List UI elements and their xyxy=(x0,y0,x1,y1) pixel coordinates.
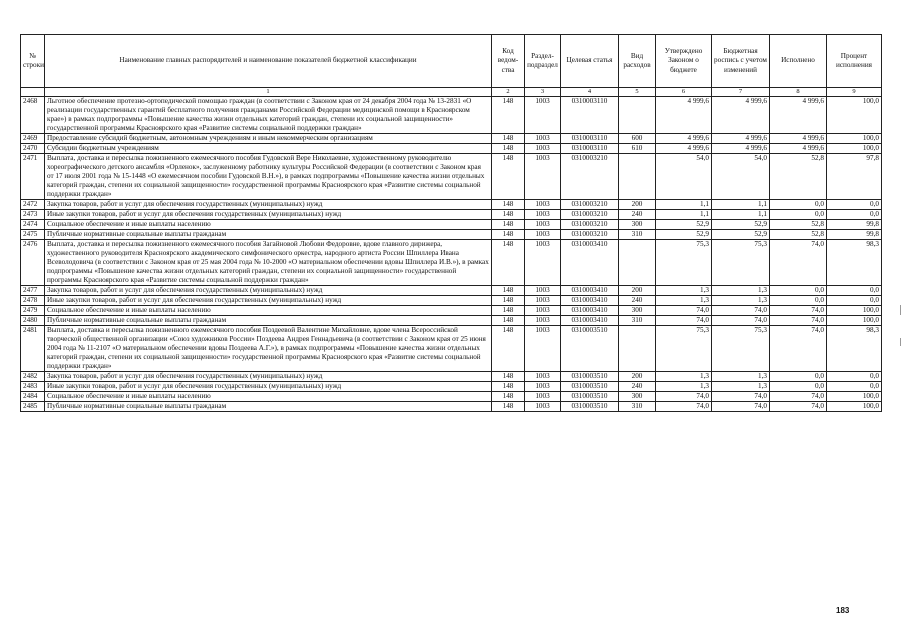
execution-percent-cell: 0,0 xyxy=(827,382,882,392)
table-row xyxy=(21,286,882,296)
row-number-cell: 2483 xyxy=(21,382,45,392)
budget-list-cell: 74,0 xyxy=(712,316,770,326)
target-item-cell: 0310003210 xyxy=(561,154,619,200)
section-cell: 1003 xyxy=(525,154,561,200)
row-number-cell: 2484 xyxy=(21,392,45,402)
execution-percent-cell: 0,0 xyxy=(827,296,882,306)
table-row xyxy=(21,200,882,210)
target-item-cell: 0310003210 xyxy=(561,210,619,220)
header-row xyxy=(21,35,882,88)
execution-percent-cell: 98,3 xyxy=(827,326,882,372)
budget-list-cell: 74,0 xyxy=(712,402,770,412)
expense-type-cell: 240 xyxy=(619,296,656,306)
column-number: 3 xyxy=(525,88,561,97)
row-number-cell: 2470 xyxy=(21,144,45,154)
indicator-name-cell: Публичные нормативные социальные выплаты гражданам xyxy=(45,402,492,412)
budget-list-cell: 1,1 xyxy=(712,200,770,210)
indicator-name-cell: Выплата, доставка и пересылка пожизненного ежемесячного пособия Поздеевой Валентине Михайловне, вдове члена Всероссийской творческой общественной организации «Союз художников России» Поздеева Андрея Геннадьевича (в соответствии с Законом края от 25 июня 2004 года № 11-2107 «О материальном обеспечении вдовы Поздеева А.Г.»), в рамках подпрограммы «Повышение качества жизни отдельных категорий граждан, степени их социальной защищенности» государственной программы Красноярского края «Развитие системы социальной поддержки граждан» xyxy=(45,326,492,372)
scan-edge-mark xyxy=(900,338,901,346)
execution-percent-cell: 0,0 xyxy=(827,286,882,296)
table-row xyxy=(21,296,882,306)
table-row xyxy=(21,134,882,144)
target-item-cell: 0310003510 xyxy=(561,402,619,412)
section-cell: 1003 xyxy=(525,392,561,402)
executed-cell: 4 999,6 xyxy=(770,134,827,144)
executed-cell: 0,0 xyxy=(770,286,827,296)
scan-edge-mark xyxy=(900,305,901,315)
execution-percent-cell: 100,0 xyxy=(827,97,882,134)
budget-list-cell: 75,3 xyxy=(712,326,770,372)
column-number xyxy=(21,88,45,97)
indicator-name-cell: Предоставление субсидий бюджетным, автономным учреждениям и иным некоммерческим организациям xyxy=(45,134,492,144)
budget-list-cell: 1,3 xyxy=(712,286,770,296)
section-cell: 1003 xyxy=(525,296,561,306)
department-code-cell: 148 xyxy=(492,392,525,402)
department-code-cell: 148 xyxy=(492,220,525,230)
department-code-cell: 148 xyxy=(492,240,525,286)
expense-type-cell: 300 xyxy=(619,392,656,402)
target-item-cell: 0310003110 xyxy=(561,97,619,134)
department-code-cell: 148 xyxy=(492,306,525,316)
table-row xyxy=(21,392,882,402)
table-row xyxy=(21,220,882,230)
budget-list-cell: 4 999,6 xyxy=(712,134,770,144)
department-code-cell: 148 xyxy=(492,296,525,306)
section-cell: 1003 xyxy=(525,210,561,220)
department-code-cell: 148 xyxy=(492,316,525,326)
indicator-name-cell: Публичные нормативные социальные выплаты гражданам xyxy=(45,316,492,326)
approved-cell: 1,1 xyxy=(656,210,712,220)
execution-percent-cell: 97,8 xyxy=(827,154,882,200)
row-number-cell: 2473 xyxy=(21,210,45,220)
section-cell: 1003 xyxy=(525,240,561,286)
department-code-cell: 148 xyxy=(492,402,525,412)
section-cell: 1003 xyxy=(525,286,561,296)
table-row xyxy=(21,154,882,200)
expense-type-cell: 300 xyxy=(619,220,656,230)
target-item-cell: 0310003510 xyxy=(561,326,619,372)
expense-type-cell: 200 xyxy=(619,372,656,382)
department-code-cell: 148 xyxy=(492,154,525,200)
row-number-cell: 2481 xyxy=(21,326,45,372)
approved-cell: 54,0 xyxy=(656,154,712,200)
department-code-cell: 148 xyxy=(492,382,525,392)
row-number-cell: 2485 xyxy=(21,402,45,412)
expense-type-cell: 200 xyxy=(619,200,656,210)
column-number: 6 xyxy=(656,88,712,97)
approved-cell: 1,3 xyxy=(656,382,712,392)
section-cell: 1003 xyxy=(525,200,561,210)
department-code-cell: 148 xyxy=(492,230,525,240)
expense-type-cell: 240 xyxy=(619,210,656,220)
approved-cell: 1,3 xyxy=(656,296,712,306)
target-item-cell: 0310003210 xyxy=(561,200,619,210)
executed-cell: 52,8 xyxy=(770,230,827,240)
budget-list-cell: 52,9 xyxy=(712,220,770,230)
section-cell: 1003 xyxy=(525,97,561,134)
row-number-cell: 2482 xyxy=(21,372,45,382)
executed-cell: 0,0 xyxy=(770,200,827,210)
budget-list-cell: 1,3 xyxy=(712,372,770,382)
row-number-cell: 2469 xyxy=(21,134,45,144)
section-cell: 1003 xyxy=(525,372,561,382)
column-number: 2 xyxy=(492,88,525,97)
expense-type-cell: 600 xyxy=(619,134,656,144)
target-item-cell: 0310003210 xyxy=(561,230,619,240)
table-body xyxy=(21,97,882,412)
budget-list-cell: 1,3 xyxy=(712,296,770,306)
section-cell: 1003 xyxy=(525,134,561,144)
execution-percent-cell: 100,0 xyxy=(827,144,882,154)
approved-cell: 1,1 xyxy=(656,200,712,210)
target-item-cell: 0310003510 xyxy=(561,392,619,402)
executed-cell: 0,0 xyxy=(770,296,827,306)
executed-cell: 74,0 xyxy=(770,326,827,372)
department-code-cell: 148 xyxy=(492,210,525,220)
department-code-cell: 148 xyxy=(492,326,525,372)
section-cell: 1003 xyxy=(525,220,561,230)
target-item-cell: 0310003410 xyxy=(561,306,619,316)
table-row xyxy=(21,230,882,240)
approved-cell: 52,9 xyxy=(656,220,712,230)
executed-cell: 74,0 xyxy=(770,306,827,316)
approved-cell: 52,9 xyxy=(656,230,712,240)
column-number: 9 xyxy=(827,88,882,97)
target-item-cell: 0310003410 xyxy=(561,240,619,286)
execution-percent-cell: 100,0 xyxy=(827,306,882,316)
indicator-name-cell: Иные закупки товаров, работ и услуг для обеспечения государственных (муниципальных) нужд xyxy=(45,296,492,306)
indicator-name-cell: Выплата, доставка и пересылка пожизненного ежемесячного пособия Загайновой Любови Федоровне, вдове главного дирижера, художественного руководителя Красноярского академического симфонического оркестра, народного артиста России Шпиллера Ивана Всеволодовича (в соответствии с Законом края от 25 мая 2004 года № 10-2000 «О материальном обеспечении вдовы Шпиллера И.В.»), в рамках подпрограммы «Повышение качества жизни отдельных категорий граждан, степени их социальной защищенности» государственной программы Красноярского края «Развитие системы социальной поддержки граждан» xyxy=(45,240,492,286)
row-number-cell: 2478 xyxy=(21,296,45,306)
approved-cell: 75,3 xyxy=(656,240,712,286)
table-row xyxy=(21,210,882,220)
section-cell: 1003 xyxy=(525,316,561,326)
expense-type-cell: 240 xyxy=(619,382,656,392)
header-executed: Исполнено xyxy=(770,35,827,88)
target-item-cell: 0310003210 xyxy=(561,220,619,230)
executed-cell: 4 999,6 xyxy=(770,97,827,134)
table-row xyxy=(21,316,882,326)
row-number-cell: 2477 xyxy=(21,286,45,296)
expense-type-cell: 310 xyxy=(619,316,656,326)
department-code-cell: 148 xyxy=(492,372,525,382)
header-section: Раздел-подраздел xyxy=(525,35,561,88)
approved-cell: 4 999,6 xyxy=(656,144,712,154)
department-code-cell: 148 xyxy=(492,97,525,134)
executed-cell: 74,0 xyxy=(770,240,827,286)
section-cell: 1003 xyxy=(525,306,561,316)
section-cell: 1003 xyxy=(525,402,561,412)
row-number-cell: 2474 xyxy=(21,220,45,230)
budget-list-cell: 74,0 xyxy=(712,306,770,316)
budget-table xyxy=(20,34,882,412)
department-code-cell: 148 xyxy=(492,200,525,210)
expense-type-cell: 200 xyxy=(619,286,656,296)
executed-cell: 52,8 xyxy=(770,154,827,200)
approved-cell: 4 999,6 xyxy=(656,97,712,134)
approved-cell: 4 999,6 xyxy=(656,134,712,144)
indicator-name-cell: Иные закупки товаров, работ и услуг для обеспечения государственных (муниципальных) нужд xyxy=(45,382,492,392)
indicator-name-cell: Льготное обеспечение протезно-ортопедической помощью граждан (в соответствии с Законом края от 24 декабря 2004 года № 13-2831 «О реализации государственных гарантий бесплатного получения гражданами Российской Федерации медицинской помощи в Красноярском крае») в рамках подпрограммы «Повышение качества жизни отдельных категорий граждан, степени их социальной защищенности» государственной программы Красноярского края «Развитие системы социальной поддержки граждан» xyxy=(45,97,492,134)
header-approved: Утверждено Законом о бюджете xyxy=(656,35,712,88)
indicator-name-cell: Закупка товаров, работ и услуг для обеспечения государственных (муниципальных) нужд xyxy=(45,286,492,296)
approved-cell: 1,3 xyxy=(656,372,712,382)
indicator-name-cell: Иные закупки товаров, работ и услуг для обеспечения государственных (муниципальных) нужд xyxy=(45,210,492,220)
expense-type-cell: 310 xyxy=(619,402,656,412)
header-expense-type: Вид расходов xyxy=(619,35,656,88)
budget-list-cell: 4 999,6 xyxy=(712,144,770,154)
budget-list-cell: 54,0 xyxy=(712,154,770,200)
approved-cell: 74,0 xyxy=(656,392,712,402)
department-code-cell: 148 xyxy=(492,286,525,296)
target-item-cell: 0310003410 xyxy=(561,286,619,296)
expense-type-cell: 310 xyxy=(619,230,656,240)
executed-cell: 52,8 xyxy=(770,220,827,230)
execution-percent-cell: 0,0 xyxy=(827,372,882,382)
target-item-cell: 0310003410 xyxy=(561,296,619,306)
executed-cell: 74,0 xyxy=(770,392,827,402)
header-target-item: Целевая статья xyxy=(561,35,619,88)
indicator-name-cell: Закупка товаров, работ и услуг для обеспечения государственных (муниципальных) нужд xyxy=(45,372,492,382)
department-code-cell: 148 xyxy=(492,144,525,154)
target-item-cell: 0310003410 xyxy=(561,316,619,326)
execution-percent-cell: 0,0 xyxy=(827,200,882,210)
budget-list-cell: 1,1 xyxy=(712,210,770,220)
section-cell: 1003 xyxy=(525,326,561,372)
indicator-name-cell: Социальное обеспечение и иные выплаты населению xyxy=(45,220,492,230)
header-department-code: Код ведом-ства xyxy=(492,35,525,88)
table-row xyxy=(21,372,882,382)
header-indicator-name: Наименование главных распорядителей и наименование показателей бюджетной классификации xyxy=(45,35,492,88)
row-number-cell: 2471 xyxy=(21,154,45,200)
executed-cell: 0,0 xyxy=(770,210,827,220)
table-row xyxy=(21,402,882,412)
header-execution-percent: Процент исполнения xyxy=(827,35,882,88)
indicator-name-cell: Субсидии бюджетным учреждениям xyxy=(45,144,492,154)
section-cell: 1003 xyxy=(525,144,561,154)
row-number-cell: 2468 xyxy=(21,97,45,134)
table-row xyxy=(21,97,882,134)
executed-cell: 0,0 xyxy=(770,382,827,392)
target-item-cell: 0310003510 xyxy=(561,382,619,392)
row-number-cell: 2476 xyxy=(21,240,45,286)
section-cell: 1003 xyxy=(525,230,561,240)
row-number-cell: 2472 xyxy=(21,200,45,210)
execution-percent-cell: 99,8 xyxy=(827,230,882,240)
execution-percent-cell: 100,0 xyxy=(827,134,882,144)
approved-cell: 75,3 xyxy=(656,326,712,372)
budget-list-cell: 74,0 xyxy=(712,392,770,402)
budget-list-cell: 1,3 xyxy=(712,382,770,392)
table-row xyxy=(21,326,882,372)
table-row xyxy=(21,382,882,392)
approved-cell: 74,0 xyxy=(656,306,712,316)
executed-cell: 4 999,6 xyxy=(770,144,827,154)
execution-percent-cell: 100,0 xyxy=(827,316,882,326)
budget-list-cell: 75,3 xyxy=(712,240,770,286)
indicator-name-cell: Социальное обеспечение и иные выплаты населению xyxy=(45,306,492,316)
column-number: 8 xyxy=(770,88,827,97)
target-item-cell: 0310003510 xyxy=(561,372,619,382)
executed-cell: 0,0 xyxy=(770,372,827,382)
approved-cell: 1,3 xyxy=(656,286,712,296)
expense-type-cell: 610 xyxy=(619,144,656,154)
table-row xyxy=(21,240,882,286)
indicator-name-cell: Закупка товаров, работ и услуг для обеспечения государственных (муниципальных) нужд xyxy=(45,200,492,210)
target-item-cell: 0310003110 xyxy=(561,144,619,154)
approved-cell: 74,0 xyxy=(656,316,712,326)
row-number-cell: 2475 xyxy=(21,230,45,240)
header-row-number: № строки xyxy=(21,35,45,88)
budget-list-cell: 52,9 xyxy=(712,230,770,240)
expense-type-cell xyxy=(619,97,656,134)
table-row xyxy=(21,144,882,154)
column-numbers-row xyxy=(21,88,882,97)
expense-type-cell: 300 xyxy=(619,306,656,316)
execution-percent-cell: 100,0 xyxy=(827,402,882,412)
executed-cell: 74,0 xyxy=(770,316,827,326)
row-number-cell: 2480 xyxy=(21,316,45,326)
execution-percent-cell: 99,8 xyxy=(827,220,882,230)
executed-cell: 74,0 xyxy=(770,402,827,412)
column-number: 5 xyxy=(619,88,656,97)
indicator-name-cell: Выплата, доставка и пересылка пожизненного ежемесячного пособия Гудовской Вере Николаевне, художественному руководителю хореографического детского ансамбля «Орленок», заслуженному работнику культуры Российской Федерации (в соответствии с Законом края от 17 июля 2001 года № 15-1448 «О ежемесячном пособии Гудовской В.Н.»), в рамках подпрограммы «Повышение качества жизни отдельных категорий граждан, степени их социальной защищенности» государственной программы Красноярского края «Развитие системы социальной поддержки граждан» xyxy=(45,154,492,200)
expense-type-cell xyxy=(619,154,656,200)
execution-percent-cell: 100,0 xyxy=(827,392,882,402)
execution-percent-cell: 0,0 xyxy=(827,210,882,220)
approved-cell: 74,0 xyxy=(656,402,712,412)
expense-type-cell xyxy=(619,240,656,286)
target-item-cell: 0310003110 xyxy=(561,134,619,144)
page-number: 183 xyxy=(836,606,850,615)
header-budget-list: Бюджетная роспись с учетом изменений xyxy=(712,35,770,88)
expense-type-cell xyxy=(619,326,656,372)
table-row xyxy=(21,306,882,316)
department-code-cell: 148 xyxy=(492,134,525,144)
execution-percent-cell: 98,3 xyxy=(827,240,882,286)
column-number: 1 xyxy=(45,88,492,97)
indicator-name-cell: Социальное обеспечение и иные выплаты населению xyxy=(45,392,492,402)
section-cell: 1003 xyxy=(525,382,561,392)
row-number-cell: 2479 xyxy=(21,306,45,316)
column-number: 4 xyxy=(561,88,619,97)
column-number: 7 xyxy=(712,88,770,97)
indicator-name-cell: Публичные нормативные социальные выплаты гражданам xyxy=(45,230,492,240)
budget-list-cell: 4 999,6 xyxy=(712,97,770,134)
